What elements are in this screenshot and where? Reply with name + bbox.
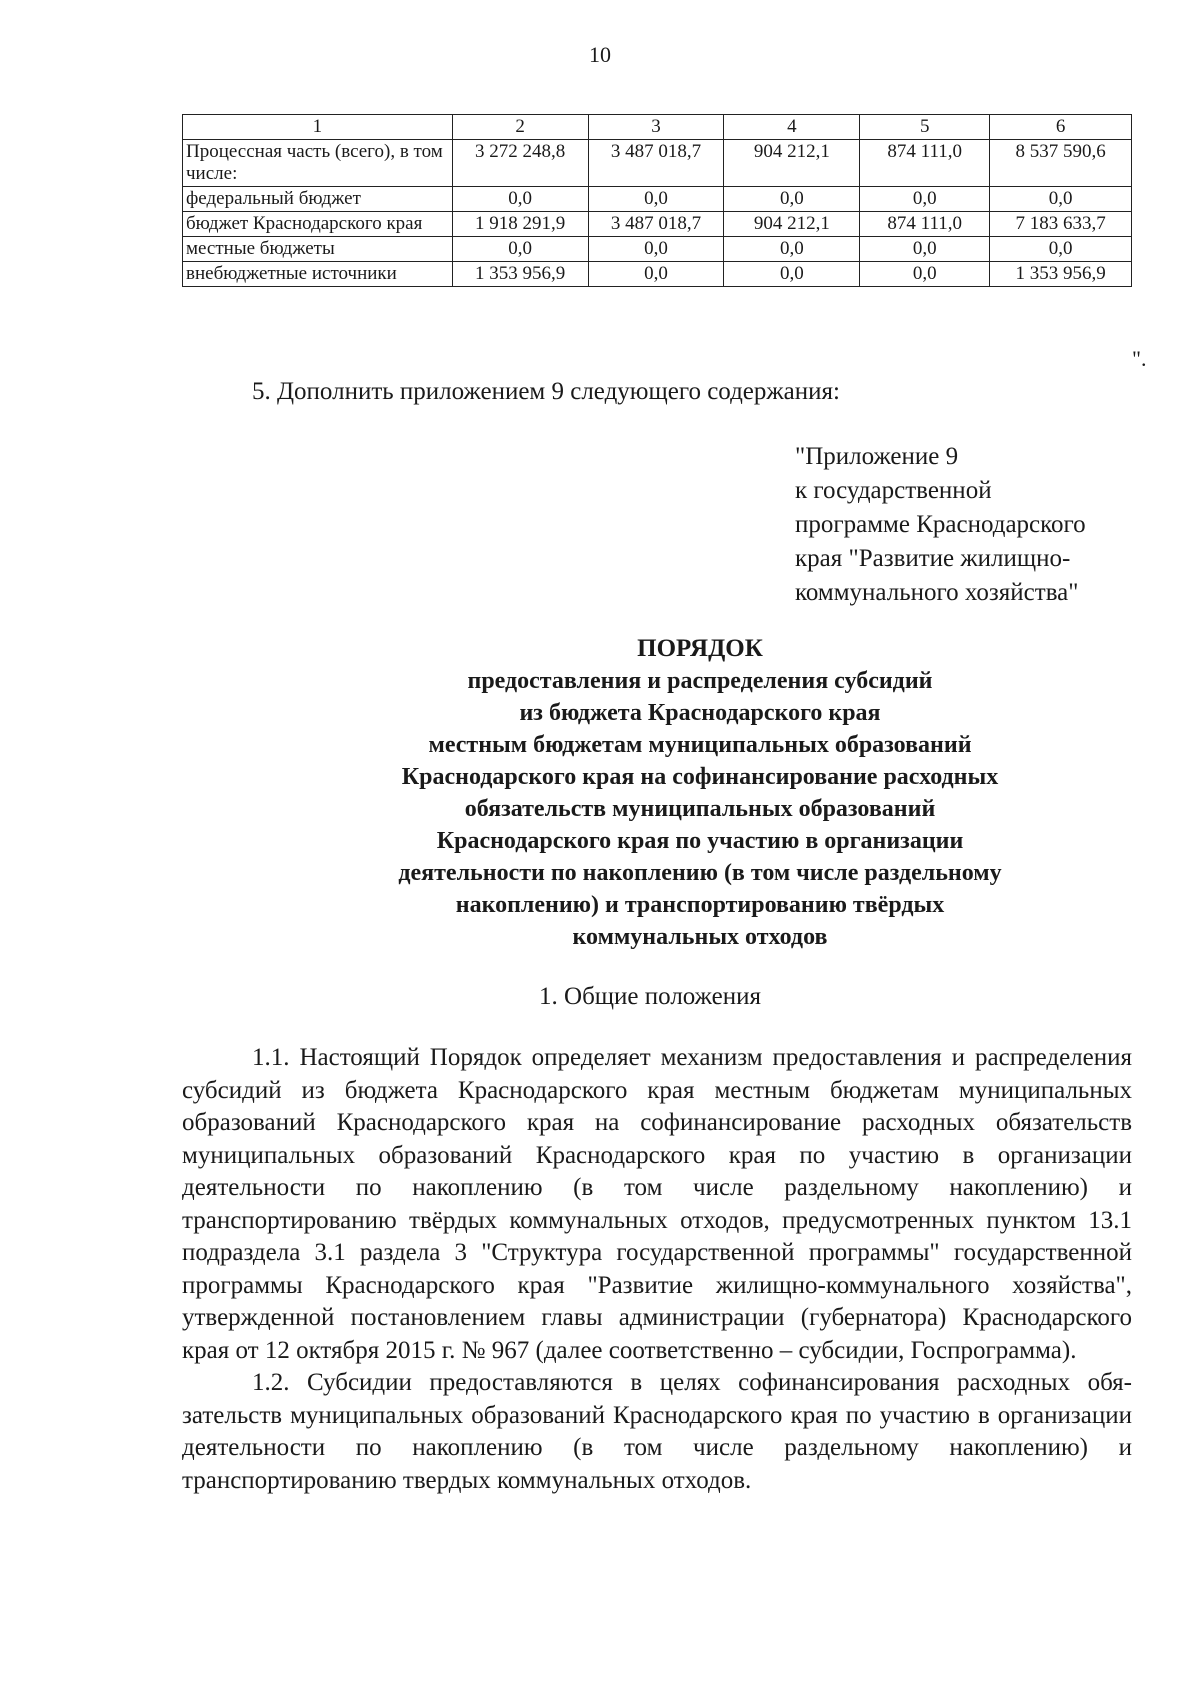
- title-line: из бюджета Краснодарского края: [519, 700, 881, 726]
- cell-value: 0,0: [990, 237, 1132, 262]
- title-line: деятельности по накоплению (в том числе раздельному: [398, 860, 1002, 886]
- table-header-row: [183, 115, 1132, 140]
- appendix-reference: [795, 440, 1086, 610]
- body-text: [182, 1042, 1132, 1497]
- row-label: местные бюджеты: [183, 237, 453, 262]
- title-line: предоставления и распределения субсидий: [467, 668, 933, 694]
- cell-value: 0,0: [724, 187, 860, 212]
- column-header: 6: [990, 115, 1132, 140]
- cell-value: 904 212,1: [724, 140, 860, 187]
- cell-value: 0,0: [860, 187, 990, 212]
- cell-value: 1 353 956,9: [990, 262, 1132, 287]
- cell-value: 0,0: [452, 187, 588, 212]
- cell-value: 3 272 248,8: [452, 140, 588, 187]
- title-line: коммунальных отходов: [572, 924, 828, 950]
- paragraph: 1.2. Субсидии предоставляются в целях софинансирования расходных обязательств муниципальных образований Краснодарского края по участию в организации деятельности по накоплению (в том числе раздельному накоплению) и транспортированию твердых коммунальных отходов.: [182, 1369, 1132, 1494]
- page-number: 10: [589, 42, 611, 67]
- title-line: Краснодарского края по участию в организации: [436, 828, 964, 854]
- row-label: бюджет Краснодарского края: [183, 212, 453, 237]
- appendix-line: коммунального хозяйства": [795, 579, 1079, 606]
- table-row: [183, 212, 1132, 237]
- cell-value: 7 183 633,7: [990, 212, 1132, 237]
- cell-value: 874 111,0: [860, 140, 990, 187]
- cell-value: 1 353 956,9: [452, 262, 588, 287]
- cell-value: 874 111,0: [860, 212, 990, 237]
- appendix-line: программе Краснодарского: [795, 511, 1086, 538]
- cell-value: 0,0: [990, 187, 1132, 212]
- column-header: 3: [588, 115, 724, 140]
- appendix-line: к государственной: [795, 477, 992, 504]
- paragraph: 1.1. Настоящий Порядок определяет механизм предоставления и распределения субсидий из бюджета Краснодарского края местным бюджетам муниципальных образований Краснодарского края на софинансирование расходных обязательств муниципальных образований Краснодарского края по участию в организации деятельности по накоплению (в том числе раздельному накоплению) и транспортированию твёрдых коммунальных отходов, предусмотренных пунктом 13.1 подраздела 3.1 раздела 3 "Структура государственной программы" государственной программы Краснодарского края "Развитие жилищно-коммунального хозяйства", утвержденной постановлением главы администрации (губернатора) Краснодарского края от 12 октября 2015 г. № 967 (далее соответственно – субсидии, Госпрограмма).: [182, 1044, 1132, 1364]
- row-label: федеральный бюджет: [183, 187, 453, 212]
- cell-value: 0,0: [588, 237, 724, 262]
- column-header: 5: [860, 115, 990, 140]
- title-line: накоплению) и транспортированию твёрдых: [455, 892, 945, 918]
- cell-value: 3 487 018,7: [588, 212, 724, 237]
- cell-value: 0,0: [588, 187, 724, 212]
- title-main: ПОРЯДОК: [637, 635, 763, 662]
- cell-value: 1 918 291,9: [452, 212, 588, 237]
- column-header: 1: [183, 115, 453, 140]
- section-heading-text: 1. Общие положения: [539, 983, 761, 1010]
- cell-value: 0,0: [860, 237, 990, 262]
- cell-value: 0,0: [724, 262, 860, 287]
- table-row: [183, 237, 1132, 262]
- cell-value: 8 537 590,6: [990, 140, 1132, 187]
- title-line: обязательств муниципальных образований: [464, 796, 936, 822]
- cell-value: 3 487 018,7: [588, 140, 724, 187]
- cell-value: 0,0: [724, 237, 860, 262]
- appendix-line: края "Развитие жилищно-: [795, 545, 1071, 572]
- table-row: [183, 262, 1132, 287]
- budget-table: [182, 114, 1132, 287]
- cell-value: 0,0: [452, 237, 588, 262]
- column-header: 4: [724, 115, 860, 140]
- document-title: [300, 633, 1100, 953]
- column-header: 2: [452, 115, 588, 140]
- cell-value: 904 212,1: [724, 212, 860, 237]
- cell-value: 0,0: [588, 262, 724, 287]
- row-label: Процессная часть (всего), в том числе:: [183, 140, 453, 187]
- title-line: Краснодарского края на софинансирование расходных: [401, 764, 999, 790]
- closing-quote: ".: [1132, 346, 1147, 371]
- cell-value: 0,0: [860, 262, 990, 287]
- row-label: внебюджетные источники: [183, 262, 453, 287]
- table-row: [183, 140, 1132, 187]
- amendment-instruction: 5. Дополнить приложением 9 следующего содержания:: [252, 378, 840, 405]
- table-row: [183, 187, 1132, 212]
- appendix-line: "Приложение 9: [795, 443, 959, 470]
- title-line: местным бюджетам муниципальных образований: [428, 732, 972, 758]
- section-heading: [0, 983, 1200, 1011]
